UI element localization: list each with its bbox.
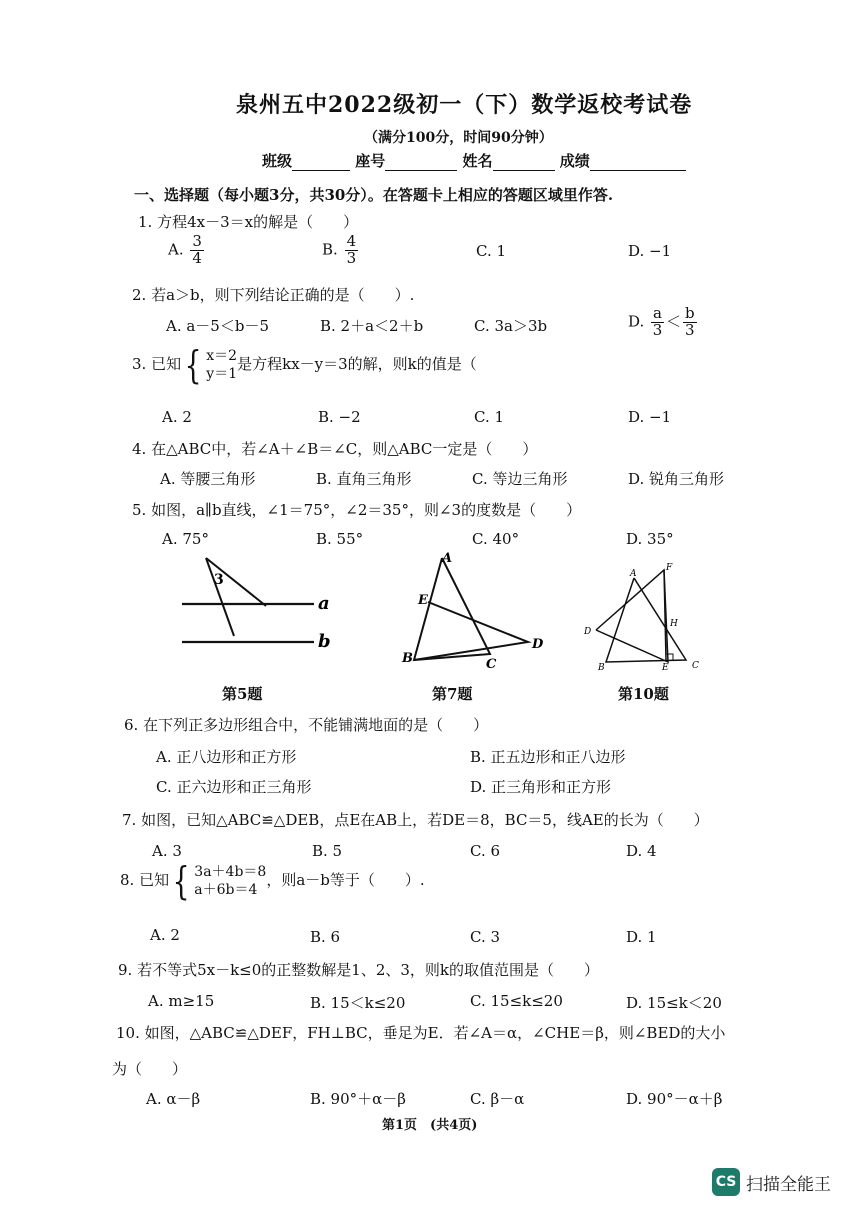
point-e: E bbox=[418, 593, 428, 608]
q10-stem-cont: 为（ ） bbox=[112, 1060, 188, 1078]
field-seat: 座号 bbox=[355, 152, 386, 170]
q7-option-b: B. 5 bbox=[312, 842, 343, 860]
q9-option-c: C. 15≤k≤20 bbox=[470, 992, 563, 1010]
point-f: F bbox=[666, 563, 673, 573]
q8-stem: 8. 已知 { 3a＋4b＝8 a＋6b＝4 ，则a－b等于（ ）. bbox=[120, 859, 425, 903]
q9-stem: 9. 若不等式5x－k≤0的正整数解是1、2、3，则k的取值范围是（ ） bbox=[118, 961, 600, 979]
camscanner-logo-icon: CS bbox=[712, 1168, 740, 1196]
q8-option-d: D. 1 bbox=[626, 928, 657, 946]
q1-option-c: C. 1 bbox=[476, 242, 507, 260]
q4-option-c: C. 等边三角形 bbox=[472, 470, 568, 488]
figure-10-caption: 第10题 bbox=[618, 685, 669, 703]
q5-option-b: B. 55° bbox=[316, 530, 364, 548]
watermark-text: 扫描全能王 bbox=[746, 1174, 831, 1195]
q7-option-a: A. 3 bbox=[152, 842, 182, 860]
q1-stem: 1. 方程4x－3＝x的解是（ ） bbox=[138, 213, 359, 231]
point-c: C bbox=[692, 661, 699, 671]
q4-stem: 4. 在△ABC中，若∠A＋∠B＝∠C，则△ABC一定是（ ） bbox=[132, 440, 538, 458]
q8-option-a: A. 2 bbox=[150, 926, 180, 944]
info-fields bbox=[262, 150, 686, 171]
q7-option-c: C. 6 bbox=[470, 842, 501, 860]
q9-option-b: B. 15＜k≤20 bbox=[310, 994, 406, 1012]
point-e: E bbox=[662, 663, 669, 672]
angle-3-label: 3 bbox=[214, 572, 224, 588]
triangle-abc bbox=[414, 558, 490, 660]
point-d: D bbox=[584, 627, 592, 637]
figure-5-caption: 第5题 bbox=[222, 685, 263, 703]
line-b-label: b bbox=[318, 631, 331, 652]
q3-option-d: D. −1 bbox=[628, 408, 672, 426]
q5-option-a: A. 75° bbox=[162, 530, 209, 548]
q4-option-a: A. 等腰三角形 bbox=[160, 470, 256, 488]
point-c: C bbox=[486, 657, 497, 672]
q10-option-d: D. 90°－α＋β bbox=[626, 1090, 723, 1108]
q4-option-d: D. 锐角三角形 bbox=[628, 470, 725, 488]
q3-option-a: A. 2 bbox=[162, 408, 192, 426]
q1-option-a: A. $\frac{3}{4}$ bbox=[168, 232, 202, 267]
field-class: 班级 bbox=[262, 152, 293, 170]
point-d: D bbox=[532, 637, 544, 652]
q10-option-b: B. 90°＋α－β bbox=[310, 1090, 406, 1108]
q10-option-c: C. β－α bbox=[470, 1090, 525, 1108]
q2-option-b: B. 2＋a＜2＋b bbox=[320, 317, 424, 335]
q6-option-b: B. 正五边形和正八边形 bbox=[470, 748, 626, 766]
q8-option-c: C. 3 bbox=[470, 928, 501, 946]
q3-option-b: B. −2 bbox=[318, 408, 361, 426]
q1-option-b: B. $\frac{4}{3}$ bbox=[322, 232, 357, 267]
q2-option-c: C. 3a＞3b bbox=[474, 317, 548, 335]
q10-stem: 10. 如图，△ABC≌△DEF，FH⊥BC，垂足为E．若∠A＝α，∠CHE＝β，则∠BED的大小 bbox=[116, 1024, 726, 1042]
q2-stem: 2. 若a＞b，则下列结论正确的是（ ）. bbox=[132, 286, 415, 304]
exam-subtitle: （满分100分，时间90分钟） bbox=[364, 130, 553, 146]
q2-option-a: A. a－5＜b－5 bbox=[166, 317, 270, 335]
line-a-label: a bbox=[318, 593, 330, 614]
q7-option-d: D. 4 bbox=[626, 842, 657, 860]
point-b: B bbox=[598, 663, 605, 672]
q6-option-c: C. 正六边形和正三角形 bbox=[156, 778, 312, 796]
point-b: B bbox=[402, 651, 413, 666]
q3-stem: 3. 已知 { x＝2 y＝1 是方程kx－y＝3的解，则k的值是（ bbox=[132, 343, 477, 387]
q6-option-d: D. 正三角形和正方形 bbox=[470, 778, 612, 796]
q10-option-a: A. α－β bbox=[146, 1090, 201, 1108]
point-a: A bbox=[442, 552, 453, 566]
figure-7 bbox=[398, 552, 558, 672]
q5-option-d: D. 35° bbox=[626, 530, 674, 548]
point-h: H bbox=[670, 619, 678, 629]
q6-stem: 6. 在下列正多边形组合中，不能铺满地面的是（ ） bbox=[124, 716, 489, 734]
perp-fh bbox=[664, 570, 666, 660]
page-number: 第1页 (共4页) bbox=[382, 1118, 478, 1133]
field-name: 姓名 bbox=[462, 152, 493, 170]
figure-7-caption: 第7题 bbox=[432, 685, 473, 703]
q3-option-c: C. 1 bbox=[474, 408, 505, 426]
scanner-watermark bbox=[712, 1168, 831, 1196]
exam-title: 泉州五中2022级初一（下）数学返校考试卷 bbox=[236, 92, 693, 118]
point-a: A bbox=[630, 569, 637, 579]
q9-option-a: A. m≥15 bbox=[148, 992, 215, 1010]
field-score: 成绩 bbox=[559, 152, 590, 170]
q5-stem: 5. 如图，a∥b直线，∠1＝75°，∠2＝35°，则∠3的度数是（ ） bbox=[132, 501, 582, 519]
q1-option-d: D. −1 bbox=[628, 242, 672, 260]
figure-5 bbox=[178, 552, 338, 662]
q4-option-b: B. 直角三角形 bbox=[316, 470, 412, 488]
q5-option-c: C. 40° bbox=[472, 530, 520, 548]
q8-option-b: B. 6 bbox=[310, 928, 341, 946]
triangle-deb bbox=[414, 602, 528, 660]
q7-stem: 7. 如图，已知△ABC≌△DEB，点E在AB上，若DE＝8，BC＝5，线AE的长为（ ） bbox=[122, 811, 709, 829]
q6-option-a: A. 正八边形和正方形 bbox=[156, 748, 297, 766]
q9-option-d: D. 15≤k＜20 bbox=[626, 994, 722, 1012]
figure-10 bbox=[578, 560, 708, 672]
section-heading: 一、选择题（每小题3分，共30分）。在答题卡上相应的答题区域里作答. bbox=[134, 186, 614, 204]
q2-option-d: D. $\frac{a}{3}$ ＜ $\frac{b}{3}$ bbox=[628, 304, 695, 339]
